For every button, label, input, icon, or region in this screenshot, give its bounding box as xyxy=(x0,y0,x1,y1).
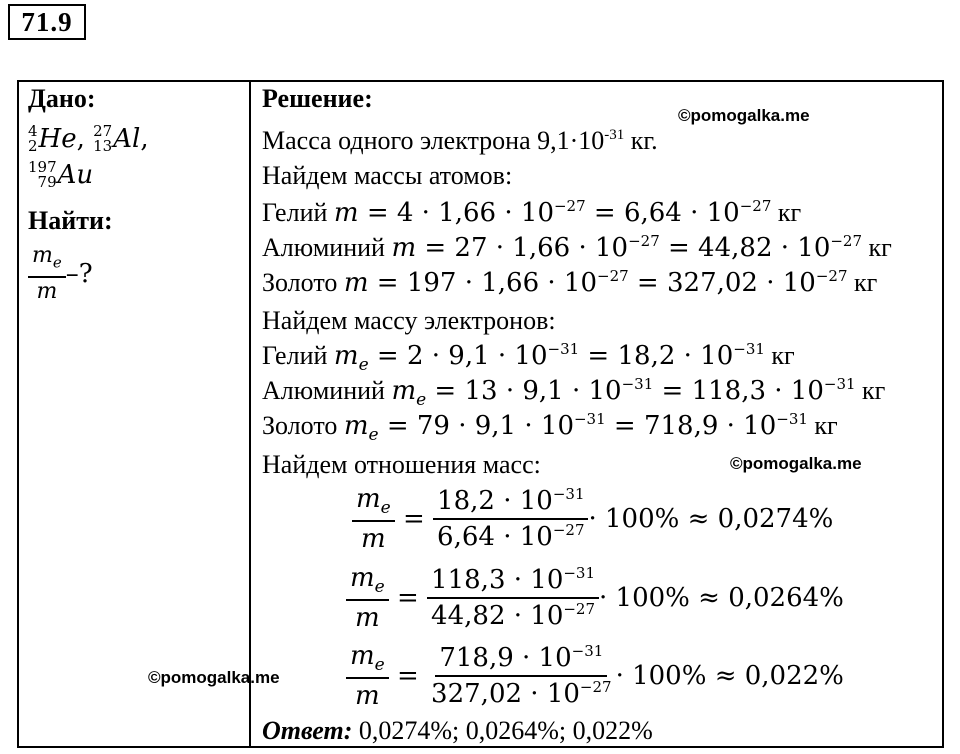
problem-number: 71.9 xyxy=(8,4,86,40)
answer-label: Ответ: xyxy=(262,716,353,745)
ratio-al: $\frac{m_e}{m}$ = $\frac{118,3 \cdot 10^{-31}}{44,82 \cdot 10^{-27}}$ · 100% ≈ 0,0264% xyxy=(346,563,844,633)
isotope-list xyxy=(28,124,149,154)
find-expression: $\frac{m_e}{m}$ –? xyxy=(28,244,93,304)
electron-line-au: Золото $m_e = 79 \cdot 9,1 \cdot 10^{-31} = 718,9 \cdot 10^{-31}$ кг xyxy=(262,410,838,446)
electron-line-al: Алюминий $m_e = 13 \cdot 9,1 \cdot 10^{-31} = 118,3 \cdot 10^{-31}$ кг xyxy=(262,375,886,411)
solution-heading: Решение: xyxy=(262,84,373,113)
electron-line-he: Гелий $m_e = 2 \cdot 9,1 \cdot 10^{-31} = 18,2 \cdot 10^{-31}$ кг xyxy=(262,340,795,376)
isotope-he: 4 2 He , xyxy=(28,122,85,155)
isotope-list-2 xyxy=(28,160,93,190)
watermark: ©pomogalka.me xyxy=(678,106,810,125)
answer-line xyxy=(262,716,653,746)
watermark: ©pomogalka.me xyxy=(148,668,280,687)
electron-mass-line: Масса одного электрона $9,1\cdot 10^{-31}$ кг. xyxy=(262,126,658,155)
atoms-heading: Найдем массы атомов: xyxy=(262,161,513,190)
electrons-heading: Найдем массу электронов: xyxy=(262,306,556,335)
column-divider xyxy=(249,80,251,748)
answer-text: 0,0274%; 0,0264%; 0,022% xyxy=(352,716,653,745)
watermark: ©pomogalka.me xyxy=(730,454,862,473)
ratio-heading: Найдем отношения масс: xyxy=(262,450,541,479)
isotope-al: 27 13 Al , xyxy=(93,122,149,155)
isotope-au: 197 79 Au xyxy=(28,158,94,191)
find-heading: Найти: xyxy=(28,206,113,235)
given-heading: Дано: xyxy=(28,84,96,113)
atom-line-he: Гелий $m = 4 \cdot 1,66 \cdot 10^{-27} = 6,64 \cdot 10^{-27}$ кг xyxy=(262,197,802,228)
ratio-he: $\frac{m_e}{m}$ = $\frac{18,2 \cdot 10^{-31}}{6,64 \cdot 10^{-27}}$ · 100% ≈ 0,0274% xyxy=(352,484,833,554)
ratio-au: $\frac{m_e}{m}$ = $\frac{718,9 \cdot 10^{-31}}{327,02 \cdot 10^{-27}}$ · 100% ≈ 0,022% xyxy=(346,641,844,711)
atom-line-au: Золото $m = 197 \cdot 1,66 \cdot 10^{-27} = 327,02 \cdot 10^{-27}$ кг xyxy=(262,267,878,298)
atom-line-al: Алюминий $m = 27 \cdot 1,66 \cdot 10^{-27} = 44,82 \cdot 10^{-27}$ кг xyxy=(262,232,892,263)
